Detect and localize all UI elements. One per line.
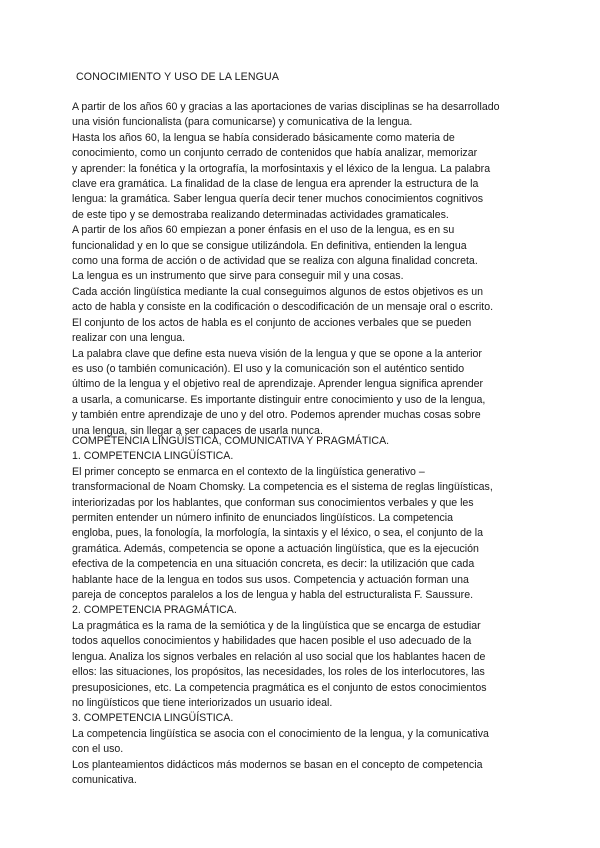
text-line: Hasta los años 60, la lengua se había considerado básicamente como materia de bbox=[72, 131, 455, 144]
text-line: La palabra clave que define esta nueva visión de la lengua y que se opone a la anterior bbox=[72, 347, 482, 360]
text-line: gramática. Además, competencia se opone a actuación lingüística, que es la ejecución bbox=[72, 542, 479, 555]
text-line: funcionalidad y en lo que se consigue utilizándola. En definitiva, entienden la lengua bbox=[72, 239, 467, 252]
text-line: todos aquellos conocimientos y habilidades que hacen posible el uso adecuado de la bbox=[72, 635, 472, 648]
text-line: es uso (o también comunicación). El uso y la comunicación son el auténtico sentido bbox=[72, 362, 465, 375]
subsection-heading: 3. COMPETENCIA LINGÜÍSTICA. bbox=[72, 712, 234, 725]
text-line: de este tipo y se demostraba realizando determinadas actividades gramaticales. bbox=[72, 208, 449, 221]
text-line: permiten entender un número infinito de enunciados lingüísticos. La competencia bbox=[72, 512, 454, 525]
text-line: El primer concepto se enmarca en el contexto de la lingüística generativo – bbox=[72, 465, 425, 478]
text-line: no lingüísticos que tiene interiorizados un usuario ideal. bbox=[72, 696, 333, 709]
text-line: como una forma de acción o de actividad que se realiza con alguna finalidad concreta. bbox=[72, 255, 478, 268]
text-line: conocimiento, como un conjunto cerrado de contenidos que había analizar, memorizar bbox=[72, 147, 478, 160]
text-line: La pragmática es la rama de la semiótica y de la lingüística que se encarga de estudiar bbox=[72, 619, 481, 632]
text-line: interiorizadas por los hablantes, que conforman sus conocimientos verbales y que les bbox=[72, 496, 474, 509]
text-line: una lengua, sin llegar a ser capaces de usarla nunca. bbox=[72, 424, 323, 437]
text-line: A partir de los años 60 empiezan a poner énfasis en el uso de la lengua, es en su bbox=[72, 224, 455, 237]
text-line: lengua: la gramática. Saber lengua quería decir tener muchos conocimientos cognitivos bbox=[72, 193, 484, 206]
text-line: hablante hace de la lengua en todos sus usos. Competencia y actuación forman una bbox=[72, 573, 469, 586]
text-line: último de la lengua y el objetivo real de aprendizaje. Aprender lengua significa aprender bbox=[72, 378, 484, 391]
text-line: con el uso. bbox=[72, 743, 124, 756]
text-line: ellos: las situaciones, los propósitos, las necesidades, los roles de los interlocutores, las bbox=[72, 666, 485, 679]
page-title: CONOCIMIENTO Y USO DE LA LENGUA bbox=[76, 71, 280, 83]
text-line: comunicativa. bbox=[72, 773, 137, 786]
text-line: transformacional de Noam Chomsky. La competencia es el sistema de reglas lingüísticas, bbox=[72, 481, 493, 494]
subsection-heading: 1. COMPETENCIA LINGÜÍSTICA. bbox=[72, 450, 234, 463]
text-line: La competencia lingüística se asocia con el conocimiento de la lengua, y la comunicativa bbox=[72, 727, 489, 740]
text-line: clave era gramática. La finalidad de la clase de lengua era aprender la estructura de la bbox=[72, 178, 479, 191]
text-line: y aprender: la fonética y la ortografía, la morfosintaxis y el léxico de la lengua. La palabra bbox=[72, 162, 491, 175]
text-line: lengua. Analiza los signos verbales en relación al uso social que los hablantes hacen de bbox=[72, 650, 486, 663]
section-heading: COMPETENCIA LINGÜÍSTICA, COMUNICATIVA Y PRAGMÁTICA. bbox=[72, 435, 390, 447]
text-line: a usarla, a comunicarse. Es importante distinguir entre conocimiento y uso de la lengua, bbox=[72, 393, 486, 406]
text-line: A partir de los años 60 y gracias a las aportaciones de varias disciplinas se ha desarrollado bbox=[72, 101, 500, 113]
text-line: y también entre aprendizaje de uno y del otro. Podemos aprender muchas cosas sobre bbox=[72, 409, 481, 422]
text-line: efectiva de la competencia en una situación concreta, es decir: la utilización que cada bbox=[72, 558, 475, 571]
text-line: presuposiciones, etc. La competencia pragmática es el conjunto de estos conocimientos bbox=[72, 681, 487, 694]
text-line: realizar con una lengua. bbox=[72, 332, 186, 345]
text-line: pareja de conceptos paralelos a los de lengua y habla del estructuralista F. Saussure. bbox=[72, 589, 474, 602]
text-line: engloba, pues, la fonología, la morfología, la sintaxis y el léxico, o sea, el conjunto de la bbox=[72, 527, 484, 540]
text-line: una visión funcionalista (para comunicarse) y comunicativa de la lengua. bbox=[72, 116, 413, 129]
text-line: La lengua es un instrumento que sirve para conseguir mil y una cosas. bbox=[72, 270, 404, 283]
text-line: acto de habla y consiste en la codificación o descodificación de un mensaje oral o escrito. bbox=[72, 301, 494, 314]
competencias-section bbox=[72, 434, 542, 788]
text-line: Los planteamientos didácticos más modernos se basan en el concepto de competencia bbox=[72, 758, 483, 771]
subsection-heading: 2. COMPETENCIA PRAGMÁTICA. bbox=[72, 604, 237, 617]
text-line: El conjunto de los actos de habla es el conjunto de acciones verbales que se pueden bbox=[72, 316, 472, 329]
intro-section bbox=[72, 100, 542, 439]
text-line: Cada acción lingüística mediante la cual conseguimos algunos de estos objetivos es un bbox=[72, 285, 484, 298]
